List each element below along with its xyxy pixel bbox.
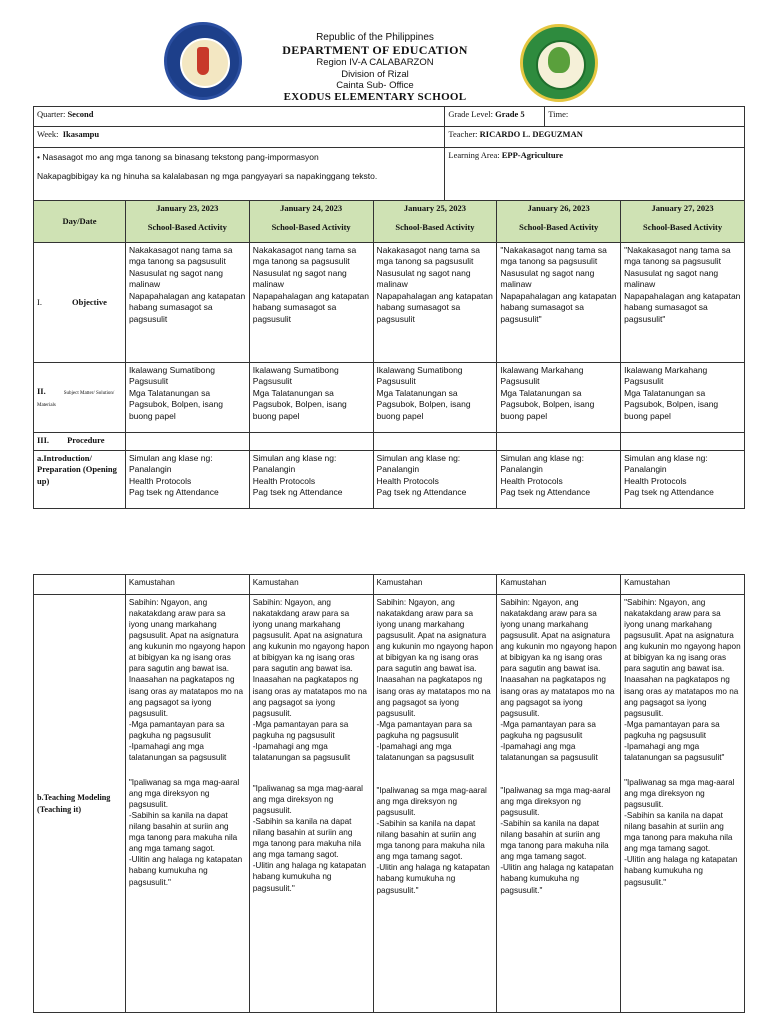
objective-cell: "Nakakasagot nang tama sa mga tanong sa pagsusulit Nasusulat ng sagot nang malinaw Napapahalagan ang katapatan habang sumasagot sa pagsusulit" [497,243,621,363]
competency-line-1: • Nasasagot mo ang mga tanong sa binasang tekstong pang-impormasyon [37,152,319,162]
kamustahan-cell: Kamustahan [497,575,621,595]
kamustahan-cell: Kamustahan [621,575,745,595]
office-line: Cainta Sub- Office [336,80,414,91]
division-line: Division of Rizal [341,69,409,80]
procedure-label: III. Procedure [34,433,126,451]
subject-cell: Ikalawang Sumatibong Pagsusulit Mga Talatanungan sa Pagsubok, Bolpen, isang buong papel [249,363,373,433]
deped-seal-icon [164,22,242,100]
week-cell: Week: Ikasampu [34,127,445,148]
introduction-label: a.Introduction/ Preparation (Opening up) [34,451,126,509]
empty-cell [34,575,126,595]
date-header: January 26, 2023 School-Based Activity [497,201,621,243]
objective-label: I. Objective [34,243,126,363]
lesson-table-continued [33,574,745,1013]
day-date-header: Day/Date [34,201,126,243]
teaching-cell: Sabihin: Ngayon, ang nakatakdang araw para sa iyong unang markahang pagsusulit. Apat na asignatura ang kukunin mo ngayong hapon at bibigyan ka ng isang oras para sagutin ang bawat isa. Inaasahan na pagkatapos ng isang oras ay matatapos mo na ang pagsagot sa iyong pagsusulit. -Mga pamantayan para sa pagkuha ng pagsusulit -Ipamahagi ang mga talatanungan sa pagsusulit "Ipaliwanag sa mga mag-aaral ang mga direksyon ng pagsusulit. -Sabihin sa kanila na dapat nilang basahin at suriin ang mga tanong para makuha nila ang mga tamang sagot. -Ulitin ang halaga ng katapatan habang kumukuha ng pagsusulit." [249,595,373,1013]
introduction-cell: Simulan ang klase ng: Panalangin Health Protocols Pag tsek ng Attendance [621,451,745,509]
introduction-cell: Simulan ang klase ng: Panalangin Health Protocols Pag tsek ng Attendance [125,451,249,509]
subject-cell: Ikalawang Markahang Pagsusulit Mga Talatanungan sa Pagsubok, Bolpen, isang buong papel [497,363,621,433]
teaching-cell: "Sabihin: Ngayon, ang nakatakdang araw para sa iyong unang markahang pagsusulit. Apat na asignatura ang kukunin mo ngayong hapon at bibigyan ka ng isang oras para sagutin ang bawat isa. Inaasahan na pagkatapos ng isang oras ay matatapos mo na ang pagsagot sa iyong pagsusulit. -Mga pamantayan para sa pagkuha ng pagsusulit -Ipamahagi ang mga talatanungan sa pagsusulit" "Ipaliwanag sa mga mag-aaral ang mga direksyon ng pagsusulit. -Sabihin sa kanila na dapat nilang basahin at suriin ang mga tanong para makuha nila ang mga tamang sagot. -Ulitin ang halaga ng katapatan habang kumukuha ng pagsusulit." [621,595,745,1013]
empty-cell [125,433,249,451]
subject-cell: Ikalawang Markahang Pagsusulit Mga Talatanungan sa Pagsubok, Bolpen, isang buong papel [621,363,745,433]
date-header: January 27, 2023 School-Based Activity [621,201,745,243]
kamustahan-cell: Kamustahan [249,575,373,595]
date-header: January 24, 2023 School-Based Activity [249,201,373,243]
objective-cell: Nakakasagot nang tama sa mga tanong sa pagsusulit Nasusulat ng sagot nang malinaw Napapahalagan ang katapatan habang sumasagot sa pagsusulit [125,243,249,363]
school-name: EXODUS ELEMENTARY SCHOOL [283,91,467,103]
kamustahan-cell: Kamustahan [125,575,249,595]
empty-cell [497,433,621,451]
empty-cell [249,433,373,451]
subject-cell: Ikalawang Sumatibong Pagsusulit Mga Talatanungan sa Pagsubok, Bolpen, isang buong papel [373,363,497,433]
time-cell: Time: [545,107,745,127]
teacher-cell: Teacher: RICARDO L. DEGUZMAN [445,127,745,148]
introduction-cell: Simulan ang klase ng: Panalangin Health Protocols Pag tsek ng Attendance [497,451,621,509]
date-header: January 25, 2023 School-Based Activity [373,201,497,243]
teaching-modeling-label: b.Teaching Modeling (Teaching it) [34,595,126,1013]
kamustahan-cell: Kamustahan [373,575,497,595]
grade-cell: Grade Level: Grade 5 [445,107,545,127]
introduction-cell: Simulan ang klase ng: Panalangin Health Protocols Pag tsek ng Attendance [373,451,497,509]
objective-cell: Nakakasagot nang tama sa mga tanong sa pagsusulit Nasusulat ng sagot nang malinaw Napapahalagan ang katapatan habang sumasagot sa pagsusulit [373,243,497,363]
competency-line-2: Nakapagbibigay ka ng hinuha sa kalalabasan ng mga pangyayari sa napakinggang teksto. [37,171,378,182]
objective-cell: "Nakakasagot nang tama sa mga tanong sa pagsusulit Nasusulat ng sagot nang malinaw Napapahalagan ang katapatan habang sumasagot sa pagsusulit" [621,243,745,363]
empty-cell [373,433,497,451]
competency-cell [34,148,445,202]
empty-cell [621,433,745,451]
info-table [33,106,745,202]
republic-line: Republic of the Philippines [316,32,434,43]
department-title: DEPARTMENT OF EDUCATION [282,43,468,57]
subject-cell: Ikalawang Sumatibong Pagsusulit Mga Talatanungan sa Pagsubok, Bolpen, isang buong papel [125,363,249,433]
document-header [0,0,768,106]
teaching-cell: Sabihin: Ngayon, ang nakatakdang araw para sa iyong unang markahang pagsusulit. Apat na asignatura ang kukunin mo ngayong hapon at bibigyan ka ng isang oras para sagutin ang bawat isa. Inaasahan na pagkatapos ng isang oras ay matatapos mo na ang pagsagot sa iyong pagsusulit. -Mga pamantayan para sa pagkuha ng pagsusulit -Ipamahagi ang mga talatanungan sa pagsusulit "Ipaliwanag sa mga mag-aaral ang mga direksyon ng pagsusulit. -Sabihin sa kanila na dapat nilang basahin at suriin ang mga tanong para makuha nila ang mga tamang sagot. -Ulitin ang halaga ng katapatan habang kumukuha ng pagsusulit." [125,595,249,1013]
region-line: Region IV-A CALABARZON [316,57,434,68]
subject-matter-label: II. Subject Matter/ Solution/ Materials [34,363,126,433]
learning-area-cell: Learning Area: EPP-Agriculture [445,148,745,202]
school-seal-icon [520,24,598,102]
date-header: January 23, 2023 School-Based Activity [125,201,249,243]
introduction-cell: Simulan ang klase ng: Panalangin Health Protocols Pag tsek ng Attendance [249,451,373,509]
quarter-cell: Quarter: Second [34,107,445,127]
objective-cell: Nakakasagot nang tama sa mga tanong sa pagsusulit Nasusulat ng sagot nang malinaw Napapahalagan ang katapatan habang sumasagot sa pagsusulit [249,243,373,363]
lesson-table [33,200,745,509]
teaching-cell: Sabihin: Ngayon, ang nakatakdang araw para sa iyong unang markahang pagsusulit. Apat na asignatura ang kukunin mo ngayong hapon at bibigyan ka ng isang oras para sagutin ang bawat isa. Inaasahan na pagkatapos ng isang oras ay matatapos mo na ang pagsagot sa iyong pagsusulit. -Mga pamantayan para sa pagkuha ng pagsusulit -Ipamahagi ang mga talatanungan sa pagsusulit "Ipaliwanag sa mga mag-aaral ang mga direksyon ng pagsusulit. -Sabihin sa kanila na dapat nilang basahin at suriin ang mga tanong para makuha nila ang mga tamang sagot. -Ulitin ang halaga ng katapatan habang kumukuha ng pagsusulit." [373,595,497,1013]
teaching-cell: Sabihin: Ngayon, ang nakatakdang araw para sa iyong unang markahang pagsusulit. Apat na asignatura ang kukunin mo ngayong hapon at bibigyan ka ng isang oras para sagutin ang bawat isa. Inaasahan na pagkatapos ng isang oras ay matatapos mo na ang pagsagot sa iyong pagsusulit. -Mga pamantayan para sa pagkuha ng pagsusulit -Ipamahagi ang mga talatanungan sa pagsusulit "Ipaliwanag sa mga mag-aaral ang mga direksyon ng pagsusulit. -Sabihin sa kanila na dapat nilang basahin at suriin ang mga tanong para makuha nila ang mga tamang sagot. -Ulitin ang halaga ng katapatan habang kumukuha ng pagsusulit." [497,595,621,1013]
